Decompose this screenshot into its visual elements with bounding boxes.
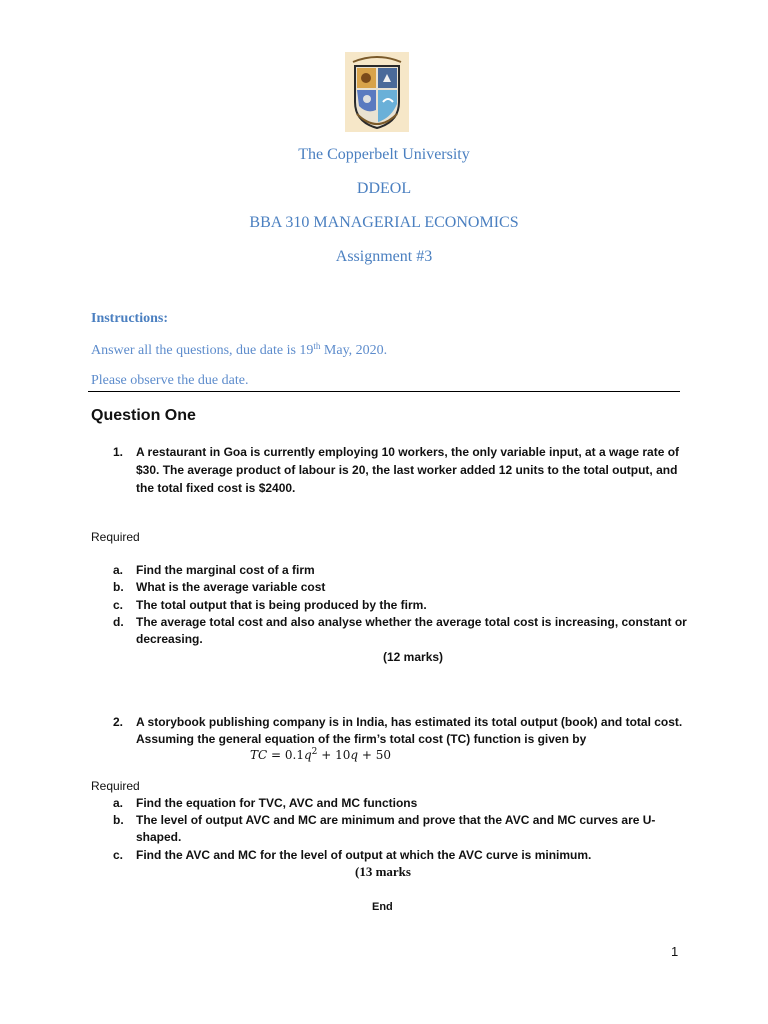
equation-part-2: + 10 <box>317 748 351 762</box>
q1-marks: (12 marks) <box>383 650 444 664</box>
end-label: End <box>372 901 393 913</box>
q1-part-c-text: The total output that is being produced by the firm. <box>136 598 427 612</box>
divider-rule <box>88 391 680 392</box>
q1-part-b-text: What is the average variable cost <box>136 580 326 594</box>
q2-line-2: Assuming the general equation of the firm’s total cost (TC) function is given by <box>136 732 587 746</box>
q2-part-c-letter: c. <box>113 848 124 862</box>
q2-part-b-text: The level of output AVC and MC are minimum and prove that the AVC and MC curves are U- <box>136 813 656 827</box>
equation-var-2: q <box>350 748 359 762</box>
q1-part-d-text-continued: decreasing. <box>136 632 203 646</box>
q2-part-a-text: Find the equation for TVC, AVC and MC functions <box>136 796 418 810</box>
q2-part-b-letter: b. <box>113 813 124 827</box>
equation-exponent: 2 <box>311 747 318 757</box>
university-name: The Copperbelt University <box>298 146 470 163</box>
q1-part-a-text: Find the marginal cost of a firm <box>136 563 315 577</box>
equation-tc: TC <box>250 748 268 762</box>
instructions-title: Instructions: <box>91 311 169 326</box>
assignment-title: Assignment #3 <box>335 248 433 265</box>
equation-part-3: + 50 <box>358 748 391 762</box>
instructions-ordinal-suffix: th <box>313 341 321 351</box>
equation-var-1: q <box>303 748 312 762</box>
q1-line-2: $30. The average product of labour is 20, the last worker added 12 units to the total output, and <box>136 463 678 477</box>
q2-line-1: A storybook publishing company is in India, has estimated its total output (book) and total cost. <box>136 715 683 729</box>
q1-line-1: A restaurant in Goa is currently employing 10 workers, the only variable input, at a wage rate of <box>136 445 680 459</box>
q1-part-a-letter: a. <box>113 563 124 577</box>
total-cost-equation <box>250 748 391 762</box>
instructions-line-2: Please observe the due date. <box>91 373 249 388</box>
equation-part-1: = 0.1 <box>267 748 304 762</box>
q2-required-label: Required <box>91 779 140 793</box>
course-title: BBA 310 MANAGERIAL ECONOMICS <box>249 214 519 231</box>
unit-name: DDEOL <box>356 180 412 197</box>
q2-part-b-text-continued: shaped. <box>136 830 182 844</box>
q1-required-label: Required <box>91 530 140 544</box>
q2-part-c-text: Find the AVC and MC for the level of output at which the AVC curve is minimum. <box>136 848 592 862</box>
q2-part-a-letter: a. <box>113 796 124 810</box>
q1-part-b-letter: b. <box>113 580 124 594</box>
question-title: Question One <box>91 407 196 424</box>
instructions-line-1-date: May, 2020. <box>320 343 388 358</box>
university-crest-logo <box>345 52 409 132</box>
q2-marks: (13 marks <box>355 864 411 879</box>
q1-part-d-letter: d. <box>113 615 124 629</box>
q1-line-3: the total fixed cost is $2400. <box>136 481 296 495</box>
q1-part-c-letter: c. <box>113 598 124 612</box>
page-number: 1 <box>671 944 679 959</box>
instructions-line-1-text: Answer all the questions, due date is 19 <box>91 343 314 358</box>
instructions-line-1 <box>91 343 387 359</box>
q1-number: 1. <box>113 445 124 459</box>
q1-part-d-text: The average total cost and also analyse whether the average total cost is increasing, constant or <box>136 615 687 629</box>
q2-number: 2. <box>113 715 124 729</box>
